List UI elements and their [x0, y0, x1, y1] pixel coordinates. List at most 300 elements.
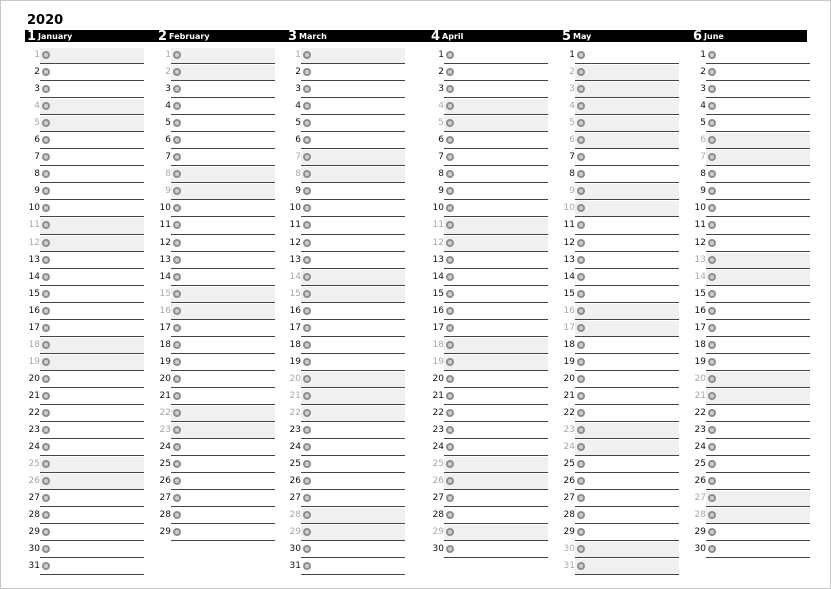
day-row[interactable]: [430, 456, 548, 473]
day-row[interactable]: [561, 98, 679, 115]
write-line: [706, 557, 810, 558]
day-row[interactable]: [692, 320, 810, 337]
day-row[interactable]: [692, 217, 810, 234]
day-row[interactable]: [26, 405, 144, 422]
weekday-icon: [446, 409, 454, 417]
day-row[interactable]: [430, 473, 548, 490]
weekday-icon: [42, 187, 50, 195]
day-row[interactable]: [287, 439, 405, 456]
day-row[interactable]: [157, 269, 275, 286]
day-row[interactable]: [561, 132, 679, 149]
day-row[interactable]: [157, 473, 275, 490]
day-row[interactable]: [26, 439, 144, 456]
day-number: 18: [159, 339, 171, 350]
day-row[interactable]: [430, 371, 548, 388]
weekday-icon: [446, 392, 454, 400]
weekday-icon: [303, 136, 311, 144]
day-row[interactable]: [26, 303, 144, 320]
day-row[interactable]: [287, 269, 405, 286]
day-row[interactable]: [26, 541, 144, 558]
day-row[interactable]: [561, 47, 679, 64]
day-row[interactable]: [287, 354, 405, 371]
day-row[interactable]: [692, 47, 810, 64]
day-row[interactable]: [692, 507, 810, 524]
day-number: 16: [28, 305, 40, 316]
day-row[interactable]: [157, 490, 275, 507]
day-row[interactable]: [692, 354, 810, 371]
weekday-icon: [577, 273, 585, 281]
weekday-icon: [173, 511, 181, 519]
day-row[interactable]: [692, 388, 810, 405]
day-row[interactable]: [287, 166, 405, 183]
day-row[interactable]: [561, 388, 679, 405]
day-row[interactable]: [692, 473, 810, 490]
weekday-icon: [577, 409, 585, 417]
weekend-shade: [301, 508, 405, 523]
weekday-icon: [303, 409, 311, 417]
day-row[interactable]: [561, 490, 679, 507]
day-row[interactable]: [561, 320, 679, 337]
day-row[interactable]: [287, 490, 405, 507]
day-row[interactable]: [692, 183, 810, 200]
weekday-icon: [173, 204, 181, 212]
day-number: 1: [34, 50, 40, 60]
day-number: 22: [432, 407, 444, 418]
day-row[interactable]: [287, 47, 405, 64]
day-number: 16: [563, 305, 575, 316]
weekday-icon: [446, 256, 454, 264]
day-number: 13: [159, 254, 171, 265]
day-number: 21: [432, 390, 444, 401]
day-row[interactable]: [157, 320, 275, 337]
weekend-shade: [301, 525, 405, 540]
day-row[interactable]: [26, 507, 144, 524]
day-row[interactable]: [561, 524, 679, 541]
day-number: 14: [432, 271, 444, 282]
day-row[interactable]: [287, 524, 405, 541]
weekday-icon: [42, 511, 50, 519]
day-number: 27: [289, 493, 301, 504]
day-number: 5: [165, 118, 171, 129]
day-row[interactable]: [430, 200, 548, 217]
day-row[interactable]: [430, 320, 548, 337]
day-row[interactable]: [430, 166, 548, 183]
day-row[interactable]: [430, 269, 548, 286]
weekend-shade: [575, 542, 679, 557]
day-row[interactable]: [287, 183, 405, 200]
day-row[interactable]: [157, 371, 275, 388]
day-row[interactable]: [692, 371, 810, 388]
weekday-icon: [577, 290, 585, 298]
day-row[interactable]: [287, 252, 405, 269]
day-number: 5: [438, 118, 444, 129]
day-row[interactable]: [692, 64, 810, 81]
day-row[interactable]: [561, 217, 679, 234]
weekend-shade: [575, 65, 679, 80]
day-row[interactable]: [287, 132, 405, 149]
day-number: 6: [569, 135, 575, 146]
day-row[interactable]: [287, 541, 405, 558]
day-row[interactable]: [157, 132, 275, 149]
day-row[interactable]: [430, 524, 548, 541]
day-number: 2: [165, 67, 171, 78]
day-row[interactable]: [692, 252, 810, 269]
day-row[interactable]: [561, 422, 679, 439]
weekend-shade: [40, 116, 144, 131]
day-row[interactable]: [430, 235, 548, 252]
weekend-shade: [575, 133, 679, 148]
day-row[interactable]: [26, 354, 144, 371]
weekday-icon: [42, 443, 50, 451]
day-number: 24: [432, 442, 444, 453]
day-row[interactable]: [157, 47, 275, 64]
day-row[interactable]: [692, 490, 810, 507]
weekend-shade: [444, 525, 548, 540]
day-row[interactable]: [692, 115, 810, 132]
day-row[interactable]: [26, 132, 144, 149]
day-row[interactable]: [157, 439, 275, 456]
day-row[interactable]: [430, 98, 548, 115]
weekend-shade: [444, 236, 548, 251]
day-row[interactable]: [157, 422, 275, 439]
day-row[interactable]: [287, 81, 405, 98]
day-row[interactable]: [692, 541, 810, 558]
day-row[interactable]: [157, 337, 275, 354]
day-row[interactable]: [26, 183, 144, 200]
day-number: 8: [295, 169, 301, 180]
day-row[interactable]: [157, 200, 275, 217]
day-row[interactable]: [26, 64, 144, 81]
day-number: 1: [700, 50, 706, 60]
day-row[interactable]: [561, 558, 679, 575]
day-row[interactable]: [561, 269, 679, 286]
day-number: 12: [432, 237, 444, 248]
day-row[interactable]: [430, 47, 548, 64]
day-row[interactable]: [157, 115, 275, 132]
day-row[interactable]: [692, 166, 810, 183]
day-row[interactable]: [561, 507, 679, 524]
day-number: 20: [289, 373, 301, 384]
day-number: 13: [563, 254, 575, 265]
day-row[interactable]: [26, 456, 144, 473]
day-number: 3: [438, 84, 444, 95]
day-number: 7: [438, 152, 444, 163]
day-number: 30: [563, 544, 575, 555]
day-row[interactable]: [287, 149, 405, 166]
day-row[interactable]: [430, 507, 548, 524]
day-row[interactable]: [561, 200, 679, 217]
day-row[interactable]: [692, 149, 810, 166]
day-row[interactable]: [430, 64, 548, 81]
day-row[interactable]: [561, 405, 679, 422]
day-number: 21: [563, 390, 575, 401]
weekday-icon: [303, 221, 311, 229]
day-row[interactable]: [287, 473, 405, 490]
day-row[interactable]: [430, 405, 548, 422]
day-row[interactable]: [692, 303, 810, 320]
day-row[interactable]: [26, 98, 144, 115]
day-row[interactable]: [287, 507, 405, 524]
day-row[interactable]: [692, 524, 810, 541]
day-row[interactable]: [692, 337, 810, 354]
day-row[interactable]: [26, 320, 144, 337]
weekday-icon: [577, 170, 585, 178]
weekday-icon: [173, 290, 181, 298]
weekday-icon: [708, 204, 716, 212]
month-number: 4: [431, 28, 441, 44]
day-row[interactable]: [430, 490, 548, 507]
day-row[interactable]: [692, 405, 810, 422]
weekday-icon: [708, 290, 716, 298]
day-row[interactable]: [26, 252, 144, 269]
day-number: 22: [694, 407, 706, 418]
day-row[interactable]: [561, 64, 679, 81]
day-row[interactable]: [692, 98, 810, 115]
day-row[interactable]: [157, 166, 275, 183]
day-number: 12: [159, 237, 171, 248]
day-number: 25: [28, 459, 40, 470]
weekday-icon: [708, 307, 716, 315]
weekday-icon: [708, 528, 716, 536]
day-row[interactable]: [692, 286, 810, 303]
day-number: 1: [569, 50, 575, 60]
day-row[interactable]: [157, 456, 275, 473]
weekend-shade: [706, 491, 810, 506]
day-row[interactable]: [26, 47, 144, 64]
day-row[interactable]: [157, 354, 275, 371]
day-number: 12: [563, 237, 575, 248]
day-row[interactable]: [157, 183, 275, 200]
day-row[interactable]: [287, 456, 405, 473]
day-row[interactable]: [287, 286, 405, 303]
day-row[interactable]: [561, 541, 679, 558]
day-row[interactable]: [157, 303, 275, 320]
day-row[interactable]: [430, 354, 548, 371]
weekday-icon: [708, 221, 716, 229]
day-row[interactable]: [561, 149, 679, 166]
day-row[interactable]: [430, 217, 548, 234]
day-row[interactable]: [561, 439, 679, 456]
day-row[interactable]: [26, 422, 144, 439]
day-row[interactable]: [287, 337, 405, 354]
day-number: 6: [165, 135, 171, 146]
day-row[interactable]: [157, 235, 275, 252]
day-row[interactable]: [430, 183, 548, 200]
weekday-icon: [173, 392, 181, 400]
day-row[interactable]: [561, 235, 679, 252]
day-row[interactable]: [430, 149, 548, 166]
weekday-icon: [173, 221, 181, 229]
day-row[interactable]: [26, 473, 144, 490]
weekday-icon: [446, 85, 454, 93]
day-row[interactable]: [430, 115, 548, 132]
day-row[interactable]: [430, 337, 548, 354]
day-row[interactable]: [287, 320, 405, 337]
day-row[interactable]: [157, 388, 275, 405]
day-number: 4: [700, 101, 706, 112]
day-number: 8: [165, 169, 171, 180]
day-number: 2: [438, 67, 444, 78]
day-number: 17: [28, 322, 40, 333]
day-row[interactable]: [26, 388, 144, 405]
day-number: 7: [295, 152, 301, 163]
weekday-icon: [42, 358, 50, 366]
day-number: 28: [563, 510, 575, 521]
day-row[interactable]: [26, 371, 144, 388]
day-row[interactable]: [561, 371, 679, 388]
day-row[interactable]: [430, 388, 548, 405]
weekday-icon: [303, 204, 311, 212]
write-line: [171, 540, 275, 541]
day-row[interactable]: [692, 269, 810, 286]
day-number: 16: [694, 305, 706, 316]
day-row[interactable]: [287, 371, 405, 388]
day-row[interactable]: [561, 286, 679, 303]
day-row[interactable]: [26, 81, 144, 98]
day-row[interactable]: [26, 149, 144, 166]
day-row[interactable]: [692, 81, 810, 98]
day-row[interactable]: [287, 115, 405, 132]
weekday-icon: [708, 460, 716, 468]
day-row[interactable]: [157, 81, 275, 98]
day-row[interactable]: [287, 422, 405, 439]
weekend-shade: [706, 372, 810, 387]
weekday-icon: [446, 341, 454, 349]
weekend-shade: [301, 167, 405, 182]
day-row[interactable]: [26, 490, 144, 507]
day-row[interactable]: [692, 456, 810, 473]
day-row[interactable]: [26, 217, 144, 234]
day-row[interactable]: [430, 303, 548, 320]
day-row[interactable]: [561, 473, 679, 490]
day-row[interactable]: [157, 217, 275, 234]
day-number: 31: [28, 561, 40, 572]
weekday-icon: [173, 68, 181, 76]
day-row[interactable]: [561, 354, 679, 371]
weekday-icon: [173, 409, 181, 417]
weekday-icon: [708, 256, 716, 264]
weekday-icon: [577, 392, 585, 400]
day-row[interactable]: [561, 115, 679, 132]
day-row[interactable]: [26, 200, 144, 217]
day-row[interactable]: [430, 252, 548, 269]
day-number: 17: [563, 322, 575, 333]
day-row[interactable]: [287, 558, 405, 575]
day-row[interactable]: [287, 405, 405, 422]
day-number: 29: [289, 527, 301, 538]
day-number: 26: [432, 476, 444, 487]
day-row[interactable]: [287, 98, 405, 115]
weekday-icon: [303, 562, 311, 570]
day-number: 29: [432, 527, 444, 538]
day-row[interactable]: [287, 64, 405, 81]
weekday-icon: [446, 170, 454, 178]
weekday-icon: [303, 358, 311, 366]
day-row[interactable]: [692, 132, 810, 149]
month-column-january: [26, 47, 144, 575]
weekday-icon: [173, 307, 181, 315]
day-row[interactable]: [287, 388, 405, 405]
day-row[interactable]: [561, 303, 679, 320]
day-row[interactable]: [430, 132, 548, 149]
day-row[interactable]: [561, 337, 679, 354]
day-row[interactable]: [26, 558, 144, 575]
day-row[interactable]: [430, 439, 548, 456]
day-row[interactable]: [157, 252, 275, 269]
day-row[interactable]: [26, 166, 144, 183]
day-row[interactable]: [157, 507, 275, 524]
day-row[interactable]: [157, 98, 275, 115]
weekday-icon: [577, 51, 585, 59]
day-row[interactable]: [26, 524, 144, 541]
weekday-icon: [446, 494, 454, 502]
day-row[interactable]: [561, 166, 679, 183]
weekend-shade: [40, 99, 144, 114]
day-row[interactable]: [26, 115, 144, 132]
weekday-icon: [173, 324, 181, 332]
day-row[interactable]: [287, 217, 405, 234]
day-number: 21: [159, 390, 171, 401]
day-row[interactable]: [561, 183, 679, 200]
day-row[interactable]: [26, 337, 144, 354]
weekend-shade: [171, 406, 275, 421]
day-number: 1: [165, 50, 171, 60]
day-number: 26: [694, 476, 706, 487]
weekend-shade: [444, 355, 548, 370]
day-row[interactable]: [26, 286, 144, 303]
weekend-shade: [171, 65, 275, 80]
weekend-shade: [575, 304, 679, 319]
day-number: 23: [289, 425, 301, 436]
day-row[interactable]: [692, 439, 810, 456]
day-number: 14: [563, 271, 575, 282]
day-row[interactable]: [287, 303, 405, 320]
day-row[interactable]: [430, 422, 548, 439]
day-row[interactable]: [430, 541, 548, 558]
day-row[interactable]: [287, 200, 405, 217]
day-number: 18: [694, 339, 706, 350]
weekday-icon: [446, 511, 454, 519]
weekday-icon: [577, 494, 585, 502]
weekend-shade: [171, 184, 275, 199]
day-number: 6: [700, 135, 706, 146]
day-row[interactable]: [157, 524, 275, 541]
day-row[interactable]: [26, 235, 144, 252]
weekend-shade: [40, 48, 144, 63]
day-row[interactable]: [692, 235, 810, 252]
weekend-shade: [706, 133, 810, 148]
day-row[interactable]: [26, 269, 144, 286]
day-row[interactable]: [561, 252, 679, 269]
day-row[interactable]: [692, 422, 810, 439]
weekend-shade: [706, 508, 810, 523]
day-row[interactable]: [561, 81, 679, 98]
day-number: 20: [159, 373, 171, 384]
day-row[interactable]: [287, 235, 405, 252]
day-row[interactable]: [157, 149, 275, 166]
weekday-icon: [303, 187, 311, 195]
day-row[interactable]: [561, 456, 679, 473]
weekend-shade: [301, 406, 405, 421]
day-number: 29: [694, 527, 706, 538]
day-row[interactable]: [157, 286, 275, 303]
day-row[interactable]: [157, 64, 275, 81]
weekday-icon: [173, 256, 181, 264]
day-row[interactable]: [430, 286, 548, 303]
day-row[interactable]: [430, 81, 548, 98]
day-row[interactable]: [692, 200, 810, 217]
day-row[interactable]: [157, 405, 275, 422]
